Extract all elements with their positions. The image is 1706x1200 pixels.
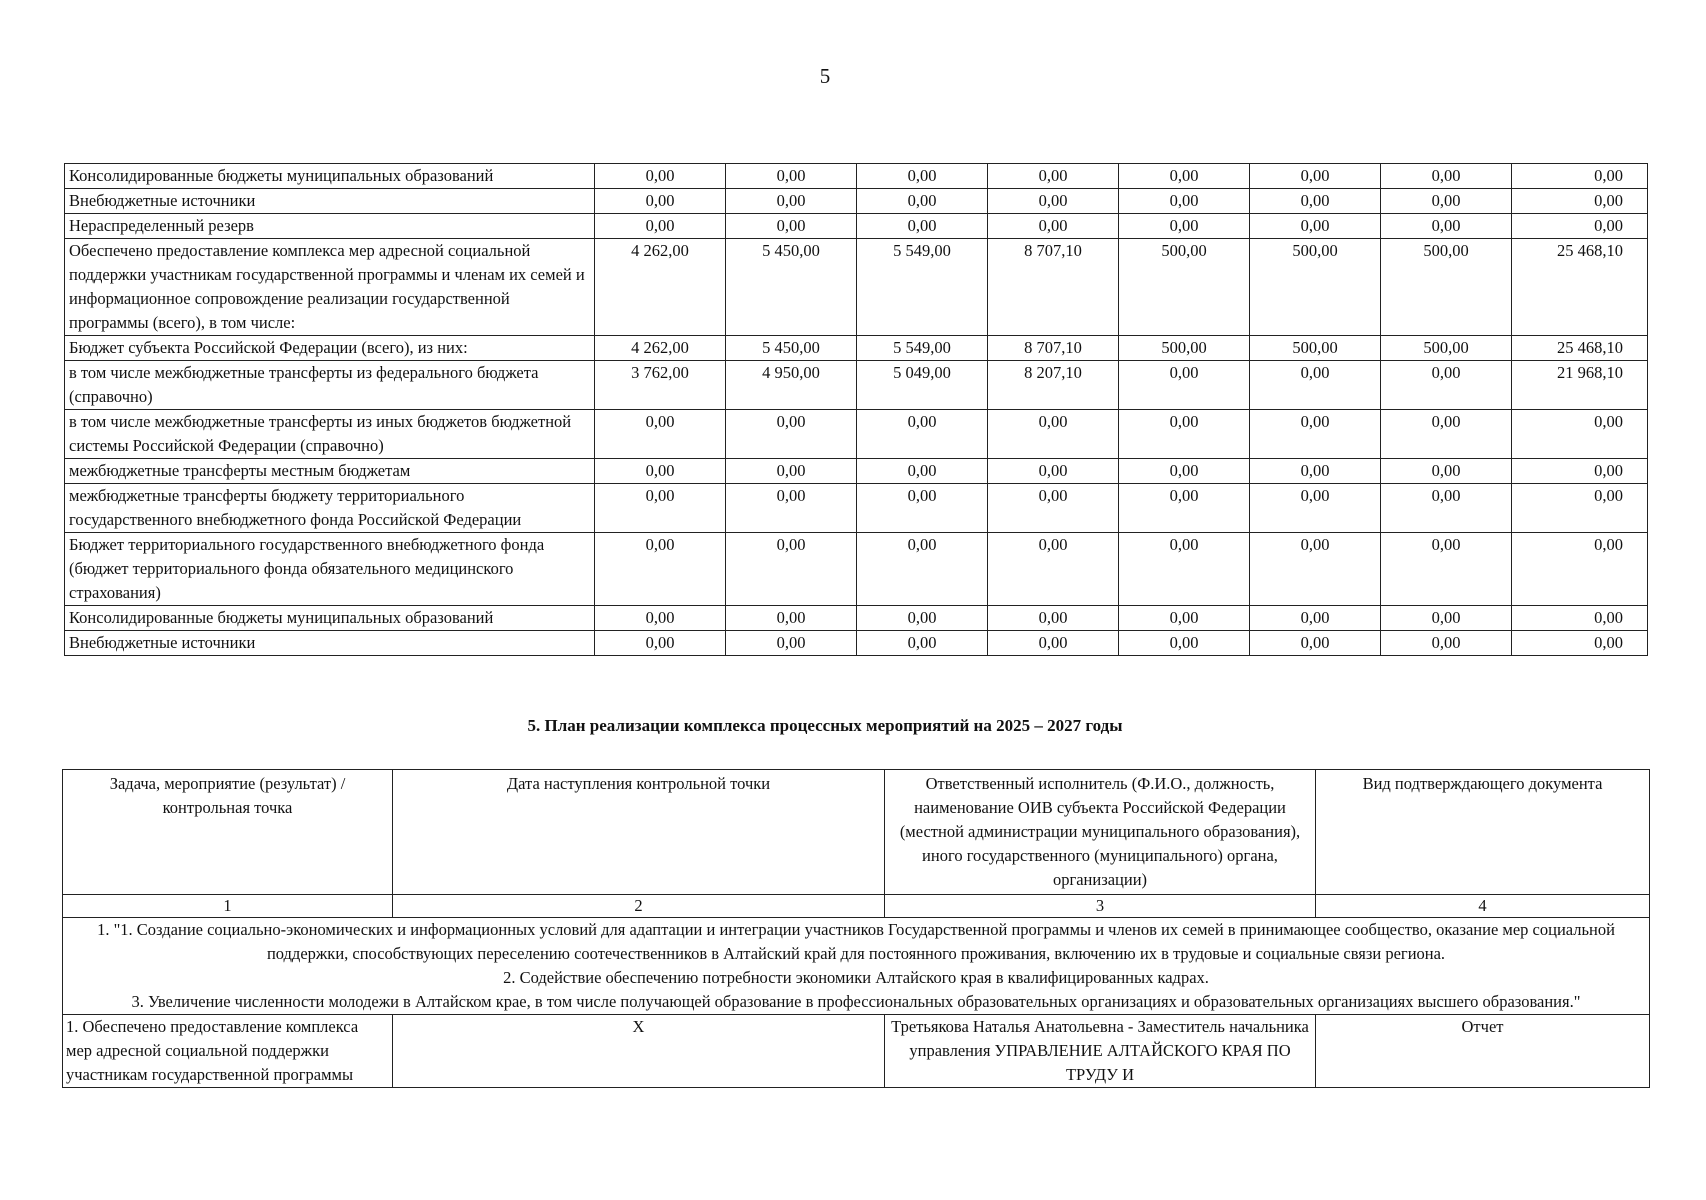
budget-value: 0,00 [988, 631, 1119, 656]
plan-header-row [63, 770, 1650, 895]
budget-value: 0,00 [1250, 189, 1381, 214]
column-number: 4 [1316, 895, 1650, 918]
budget-row-label: Обеспечено предоставление комплекса мер адресной социальной поддержки участникам государственной программы и членам их семей и информационное сопровождение реализации государственной программы (всего), в том числе: [65, 239, 595, 336]
budget-value: 8 707,10 [988, 336, 1119, 361]
budget-value: 0,00 [857, 533, 988, 606]
budget-value: 5 049,00 [857, 361, 988, 410]
budget-row [65, 606, 1648, 631]
budget-value: 0,00 [988, 189, 1119, 214]
budget-value: 0,00 [595, 484, 726, 533]
budget-row [65, 189, 1648, 214]
budget-value: 0,00 [595, 631, 726, 656]
budget-value: 0,00 [1250, 164, 1381, 189]
budget-value: 0,00 [1250, 484, 1381, 533]
budget-row-label: Бюджет субъекта Российской Федерации (всего), из них: [65, 336, 595, 361]
budget-value: 0,00 [1250, 631, 1381, 656]
column-number: 3 [885, 895, 1316, 918]
header-document: Вид подтверждающего документа [1316, 770, 1650, 895]
budget-value: 4 262,00 [595, 336, 726, 361]
budget-value: 500,00 [1119, 239, 1250, 336]
budget-row-label: Внебюджетные источники [65, 631, 595, 656]
budget-total-value: 25 468,10 [1512, 239, 1648, 336]
budget-value: 0,00 [1119, 631, 1250, 656]
budget-value: 0,00 [1119, 361, 1250, 410]
budget-value: 3 762,00 [595, 361, 726, 410]
budget-value: 0,00 [726, 606, 857, 631]
budget-total-value: 0,00 [1512, 410, 1648, 459]
task-line: 1. "1. Создание социально-экономических и информационных условий для адаптации и интеграции участников Государственной программы и членов их семей в принимающее сообщество, оказание мер социальной поддержки, способствующих переселению соотечественников в Алтайский край для постоянного проживания, включению их в трудовые и социальные связи региона. [97, 920, 1615, 963]
plan-table [62, 769, 1650, 1088]
budget-value: 0,00 [857, 606, 988, 631]
budget-value: 500,00 [1381, 239, 1512, 336]
budget-value: 0,00 [1381, 484, 1512, 533]
budget-value: 0,00 [857, 459, 988, 484]
budget-value: 0,00 [857, 189, 988, 214]
budget-value: 500,00 [1119, 336, 1250, 361]
budget-value: 0,00 [1250, 410, 1381, 459]
budget-total-value: 0,00 [1512, 484, 1648, 533]
budget-value: 0,00 [1119, 606, 1250, 631]
budget-value: 0,00 [726, 459, 857, 484]
column-number: 2 [393, 895, 885, 918]
budget-value: 0,00 [726, 164, 857, 189]
budget-total-value: 21 968,10 [1512, 361, 1648, 410]
header-responsible: Ответственный исполнитель (Ф.И.О., должность, наименование ОИВ субъекта Российской Федерации (местной администрации муниципального образования), иного государственного (муниципального) органа, организации) [885, 770, 1316, 895]
budget-value: 5 450,00 [726, 239, 857, 336]
budget-value: 0,00 [726, 410, 857, 459]
budget-row [65, 459, 1648, 484]
budget-value: 0,00 [595, 533, 726, 606]
budget-value: 4 950,00 [726, 361, 857, 410]
budget-value: 4 262,00 [595, 239, 726, 336]
budget-value: 0,00 [1250, 361, 1381, 410]
budget-row-label: Нераспределенный резерв [65, 214, 595, 239]
budget-value: 0,00 [726, 214, 857, 239]
budget-row [65, 631, 1648, 656]
budget-value: 0,00 [988, 484, 1119, 533]
budget-value: 0,00 [1119, 459, 1250, 484]
budget-value: 5 450,00 [726, 336, 857, 361]
budget-value: 0,00 [1119, 484, 1250, 533]
budget-value: 5 549,00 [857, 336, 988, 361]
budget-value: 0,00 [595, 189, 726, 214]
header-task: Задача, мероприятие (результат) / контрольная точка [63, 770, 393, 895]
budget-value: 8 207,10 [988, 361, 1119, 410]
budget-value: 0,00 [1119, 533, 1250, 606]
budget-row [65, 239, 1648, 336]
budget-row-label: Консолидированные бюджеты муниципальных образований [65, 164, 595, 189]
budget-row [65, 164, 1648, 189]
column-number: 1 [63, 895, 393, 918]
column-number-row [63, 895, 1650, 918]
budget-row [65, 410, 1648, 459]
budget-total-value: 25 468,10 [1512, 336, 1648, 361]
budget-total-value: 0,00 [1512, 533, 1648, 606]
budget-value: 0,00 [726, 631, 857, 656]
budget-value: 500,00 [1250, 239, 1381, 336]
budget-value: 0,00 [988, 164, 1119, 189]
budget-value: 5 549,00 [857, 239, 988, 336]
budget-row [65, 336, 1648, 361]
budget-value: 0,00 [1381, 410, 1512, 459]
budget-value: 500,00 [1250, 336, 1381, 361]
budget-value: 0,00 [857, 214, 988, 239]
budget-value: 0,00 [595, 164, 726, 189]
budget-total-value: 0,00 [1512, 189, 1648, 214]
budget-value: 0,00 [1119, 214, 1250, 239]
budget-row-label: в том числе межбюджетные трансферты из федерального бюджета (справочно) [65, 361, 595, 410]
budget-total-value: 0,00 [1512, 606, 1648, 631]
budget-value: 0,00 [857, 631, 988, 656]
budget-total-value: 0,00 [1512, 214, 1648, 239]
measure-row [63, 1015, 1650, 1088]
measure-date: X [393, 1015, 885, 1088]
budget-row [65, 484, 1648, 533]
budget-value: 0,00 [1381, 214, 1512, 239]
budget-row [65, 533, 1648, 606]
budget-value: 0,00 [1381, 533, 1512, 606]
budget-value: 0,00 [1250, 606, 1381, 631]
budget-value: 0,00 [1381, 189, 1512, 214]
budget-value: 0,00 [1381, 361, 1512, 410]
budget-value: 0,00 [1381, 631, 1512, 656]
budget-value: 0,00 [988, 459, 1119, 484]
budget-value: 0,00 [1250, 214, 1381, 239]
page-number: 5 [819, 64, 831, 88]
budget-value: 0,00 [726, 189, 857, 214]
budget-value: 0,00 [1381, 164, 1512, 189]
budget-row-label: Консолидированные бюджеты муниципальных образований [65, 606, 595, 631]
budget-value: 0,00 [857, 484, 988, 533]
budget-table [64, 163, 1648, 656]
task-line: 3. Увеличение численности молодежи в Алтайском крае, в том числе получающей образование в профессиональных образовательных организациях и образовательных организациях высшего образования." [131, 992, 1581, 1011]
budget-value: 0,00 [1119, 164, 1250, 189]
budget-value: 8 707,10 [988, 239, 1119, 336]
task-line: 2. Содействие обеспечению потребности экономики Алтайского края в квалифицированных кадрах. [503, 968, 1209, 987]
budget-row [65, 214, 1648, 239]
budget-value: 0,00 [1250, 459, 1381, 484]
budget-row-label: Внебюджетные источники [65, 189, 595, 214]
budget-row-label: межбюджетные трансферты местным бюджетам [65, 459, 595, 484]
budget-row-label: Бюджет территориального государственного внебюджетного фонда (бюджет территориального фонда обязательного медицинского страхования) [65, 533, 595, 606]
budget-value: 500,00 [1381, 336, 1512, 361]
measure-task: 1. Обеспечено предоставление комплекса мер адресной социальной поддержки участникам государственной программы [63, 1015, 393, 1088]
budget-value: 0,00 [595, 606, 726, 631]
budget-value: 0,00 [1381, 459, 1512, 484]
budget-total-value: 0,00 [1512, 164, 1648, 189]
budget-value: 0,00 [595, 459, 726, 484]
budget-value: 0,00 [988, 606, 1119, 631]
task-row [63, 918, 1650, 1015]
budget-value: 0,00 [595, 410, 726, 459]
budget-value: 0,00 [857, 410, 988, 459]
budget-value: 0,00 [988, 533, 1119, 606]
budget-total-value: 0,00 [1512, 631, 1648, 656]
budget-row-label: межбюджетные трансферты бюджету территориального государственного внебюджетного фонда Российской Федерации [65, 484, 595, 533]
measure-document: Отчет [1316, 1015, 1650, 1088]
budget-value: 0,00 [1119, 410, 1250, 459]
budget-row-label: в том числе межбюджетные трансферты из иных бюджетов бюджетной системы Российской Федерации (справочно) [65, 410, 595, 459]
measure-responsible: Третьякова Наталья Анатольевна - Заместитель начальника управления УПРАВЛЕНИЕ АЛТАЙСКОГО КРАЯ ПО ТРУДУ И [885, 1015, 1316, 1088]
header-date: Дата наступления контрольной точки [393, 770, 885, 895]
budget-value: 0,00 [726, 484, 857, 533]
budget-row [65, 361, 1648, 410]
section-title: 5. План реализации комплекса процессных мероприятий на 2025 – 2027 годы [527, 716, 1123, 735]
budget-total-value: 0,00 [1512, 459, 1648, 484]
budget-value: 0,00 [726, 533, 857, 606]
budget-value: 0,00 [988, 214, 1119, 239]
budget-value: 0,00 [1381, 606, 1512, 631]
budget-value: 0,00 [1250, 533, 1381, 606]
budget-value: 0,00 [595, 214, 726, 239]
budget-value: 0,00 [1119, 189, 1250, 214]
budget-value: 0,00 [857, 164, 988, 189]
budget-value: 0,00 [988, 410, 1119, 459]
task-description [63, 918, 1650, 1015]
